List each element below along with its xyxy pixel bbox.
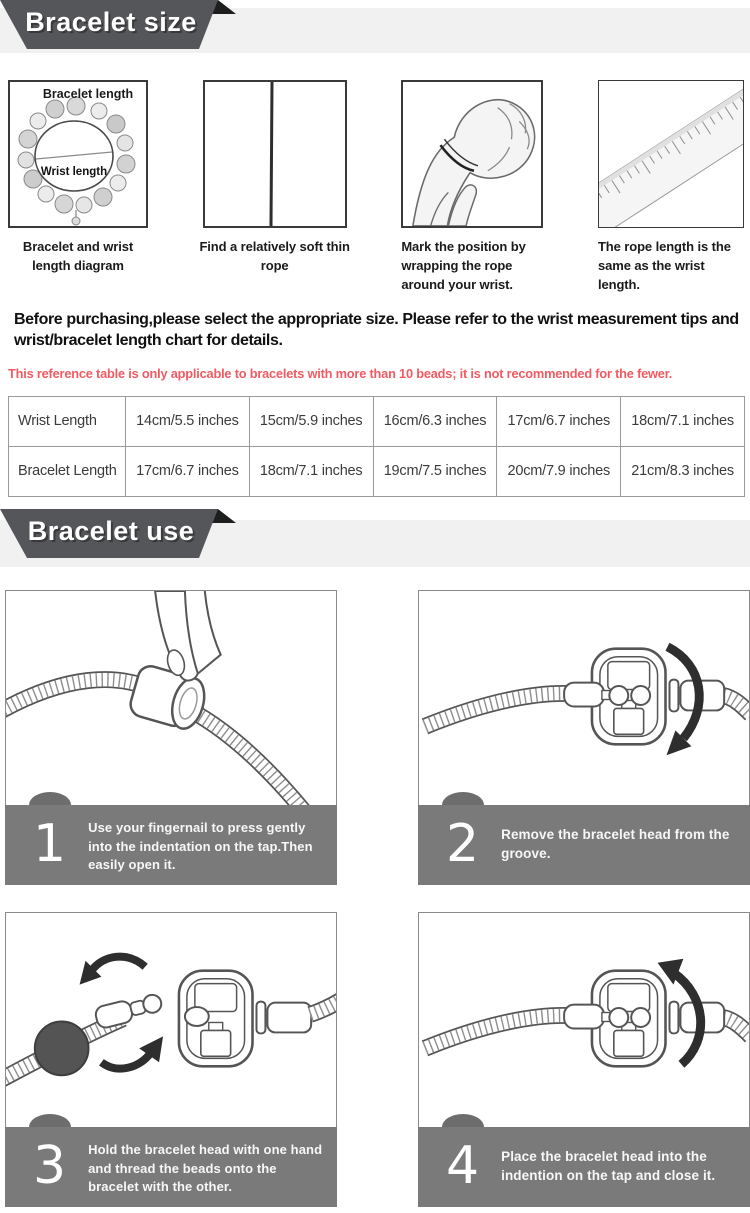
step-text: Use your fingernail to press gently into the indentation on the tap.Then easily open it.	[88, 819, 313, 873]
step-caption-bar	[5, 805, 337, 885]
step-caption-bar	[418, 805, 750, 885]
table-value-cell: 14cm/5.5 inches	[126, 396, 250, 446]
table-value-cell: 18cm/7.1 inches	[249, 446, 373, 496]
table-value-cell: 17cm/6.7 inches	[497, 396, 621, 446]
bracelet-use-title: Bracelet use	[27, 515, 195, 546]
step-text: Place the bracelet head into the indention on the tap and close it.	[501, 1148, 716, 1184]
measure-step-rope	[199, 80, 350, 295]
bracelet-size-title: Bracelet size	[25, 7, 197, 37]
table-row-bracelet-length	[9, 446, 745, 496]
use-step-panel-2	[418, 590, 750, 885]
thread-beads-illustration-icon	[6, 913, 336, 1127]
use-steps-row-2	[0, 912, 750, 1207]
open-clasp-illustration-icon	[419, 591, 749, 805]
reference-table-note: This reference table is only applicable to bracelets with more than 10 beads; it is not recommended for the fewer.	[8, 365, 673, 381]
step-caption-bar	[5, 1127, 337, 1207]
step-number: 1	[33, 813, 67, 874]
step-number: 3	[33, 1135, 67, 1196]
rope-icon	[270, 82, 274, 226]
press-clasp-illustration-icon	[6, 591, 336, 805]
table-value-cell: 21cm/8.3 inches	[621, 446, 745, 496]
thread-beads-image	[5, 912, 337, 1127]
use-step-panel-4	[418, 912, 750, 1207]
bracelet-diagram-icon	[10, 82, 146, 226]
table-value-cell: 16cm/6.3 inches	[373, 396, 497, 446]
thin-rope-image	[203, 80, 347, 228]
measure-caption: Mark the position by wrapping the rope around your wrist.	[401, 239, 526, 292]
use-step-panel-1	[5, 590, 337, 885]
table-value-cell: 20cm/7.9 inches	[497, 446, 621, 496]
remove-bracelet-head-image	[418, 590, 750, 805]
measure-step-wrap-wrist	[401, 80, 543, 295]
table-value-cell: 17cm/6.7 inches	[126, 446, 250, 496]
bracelet-length-label: Bracelet length	[42, 87, 134, 101]
step-text: Remove the bracelet head from the groove.	[501, 826, 730, 862]
measure-step-ruler	[598, 80, 744, 295]
table-value-cell: 15cm/5.9 inches	[249, 396, 373, 446]
measure-caption: The rope length is the same as the wrist length.	[597, 239, 731, 292]
measure-caption: Find a relatively soft thin rope	[199, 239, 350, 273]
measure-step-diagram	[8, 80, 148, 295]
press-clasp-with-fingernail-image	[5, 590, 337, 805]
bracelet-diagram-image	[8, 80, 148, 228]
bracelet-use-banner	[0, 509, 750, 571]
use-steps-row-1	[0, 590, 750, 885]
size-selection-intro: Before purchasing,please select the appropriate size. Please refer to the wrist measurement tips and wrist/bracelet length chart for details.	[14, 310, 739, 349]
row-header-cell: Bracelet Length	[9, 446, 126, 496]
use-step-panel-3	[5, 912, 337, 1207]
ruler-image	[598, 80, 744, 228]
step-number: 4	[446, 1135, 480, 1196]
row-header-cell: Wrist Length	[9, 396, 126, 446]
table-value-cell: 19cm/7.5 inches	[373, 446, 497, 496]
table-value-cell: 18cm/7.1 inches	[621, 396, 745, 446]
step-text: Hold the bracelet head with one hand and thread the beads onto the bracelet with the other.	[88, 1141, 323, 1195]
wrist-length-label: Wrist length	[40, 166, 108, 178]
bracelet-size-banner	[0, 0, 750, 55]
measurement-steps-row	[0, 80, 750, 295]
ruler-icon	[599, 81, 743, 227]
close-clasp-illustration-icon	[419, 913, 749, 1127]
hand-wrapping-rope-image	[401, 80, 543, 228]
step-number: 2	[446, 813, 480, 874]
measure-caption: Bracelet and wrist length diagram	[22, 239, 134, 273]
hand-wrapping-rope-icon	[403, 82, 541, 226]
close-bracelet-head-image	[418, 912, 750, 1127]
table-row-wrist-length	[9, 396, 745, 446]
size-table	[8, 396, 745, 497]
step-caption-bar	[418, 1127, 750, 1207]
